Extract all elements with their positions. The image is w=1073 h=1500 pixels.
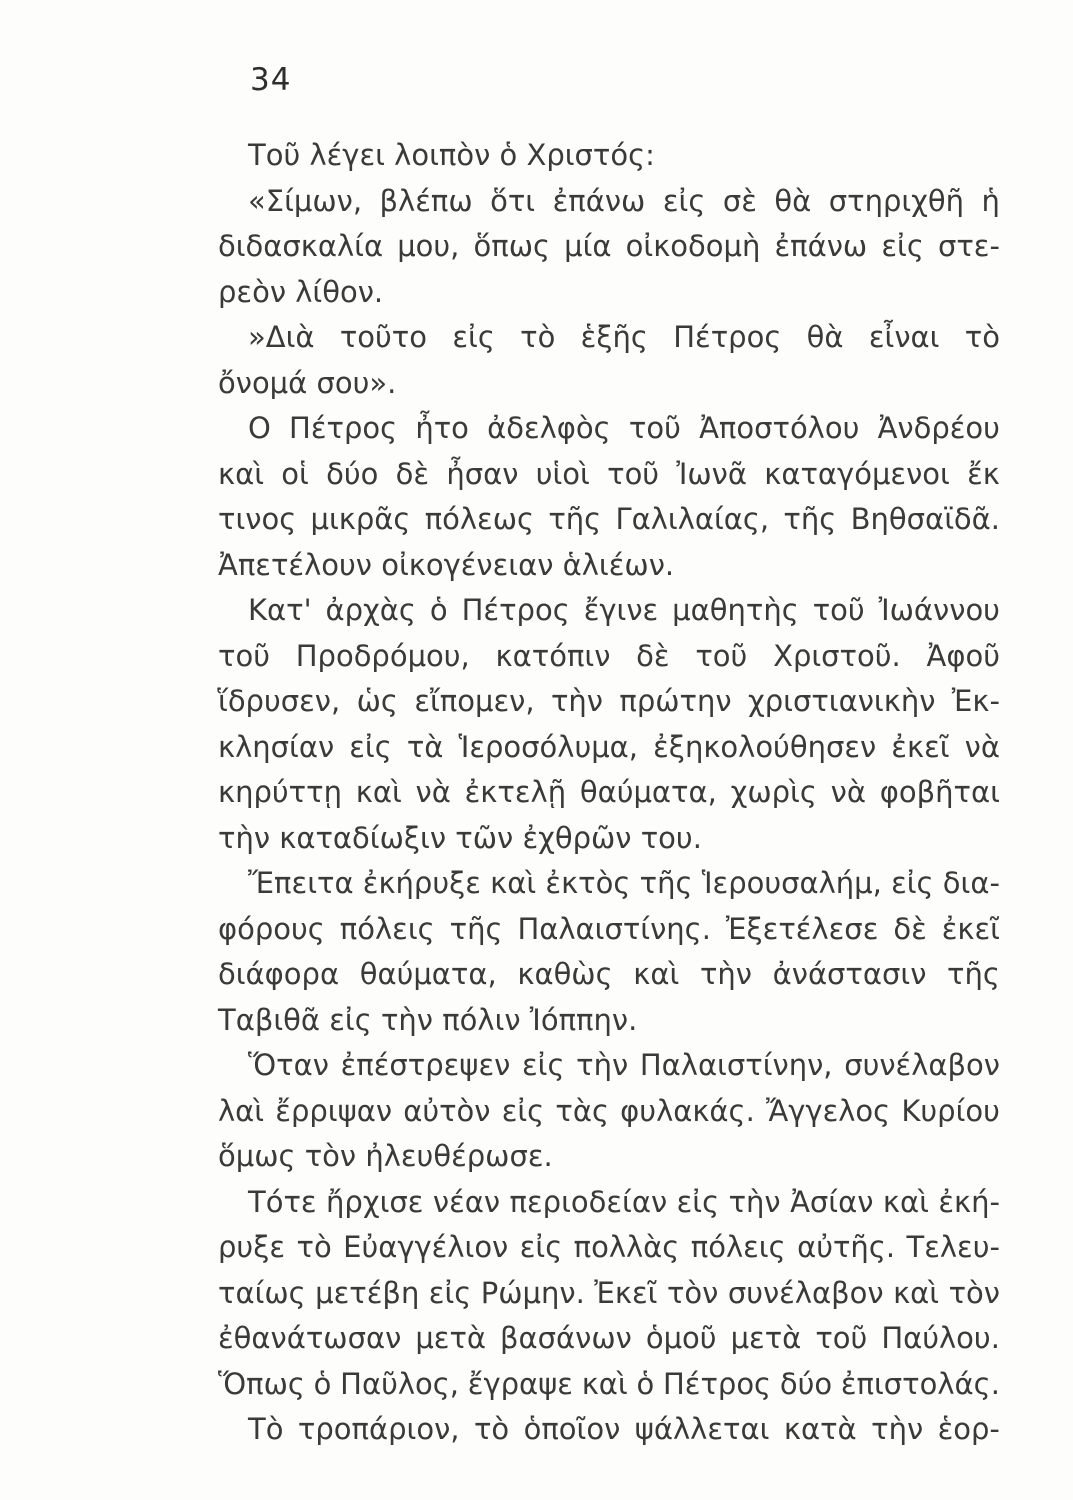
word: τροπάριον,: [297, 1412, 460, 1446]
word: βλέπω: [379, 183, 473, 218]
word: ἐπάνω: [774, 229, 868, 263]
word: τινος: [218, 502, 297, 536]
word: τὴν: [576, 1048, 629, 1082]
text-line: [218, 1089, 1000, 1135]
text-line: [218, 770, 1000, 816]
word: ὁ: [636, 1366, 655, 1401]
word: αὐτὸν: [403, 1093, 491, 1128]
word: Παῦλος,: [340, 1366, 460, 1401]
line-text: ὄνομά σου».: [218, 365, 397, 400]
word: Εὐαγγέλιον: [343, 1230, 509, 1264]
word: θὰ: [806, 320, 844, 354]
line-text: τὴν καταδίωξιν τῶν ἐχθρῶν του.: [218, 820, 702, 855]
word: μετὰ: [415, 1321, 487, 1355]
line-text: ρεὸν λίθον.: [218, 274, 384, 309]
word: τὸ: [296, 1230, 332, 1264]
word: Ἀνδρέου: [877, 411, 1000, 445]
text-line: [218, 452, 1000, 498]
word: ἐθανάτωσαν: [218, 1321, 402, 1355]
body-text: [218, 133, 1000, 1453]
word: ὅτι: [490, 183, 536, 218]
word: Γαλιλαίας,: [615, 502, 770, 536]
word: εἶναι: [868, 320, 940, 354]
word: Ἐκ-: [951, 684, 1000, 718]
text-line: [218, 179, 1000, 225]
word: Ὅπως: [218, 1366, 305, 1401]
word: τὴν: [728, 1184, 781, 1219]
word: Παύλου.: [881, 1321, 1000, 1355]
word: Παλαιστίνην,: [639, 1048, 833, 1082]
word: Πέτρος: [662, 1366, 772, 1401]
word: Ἱερουσαλήμ,: [701, 866, 882, 900]
word: Ρώμην.: [480, 1275, 585, 1310]
word: τὸν: [948, 1275, 1000, 1310]
word: δύο: [779, 1366, 833, 1401]
word: Ὅταν: [248, 1048, 329, 1082]
word: τὴν: [871, 1412, 924, 1446]
word: καὶ: [581, 1366, 628, 1401]
word: Ἐκεῖ: [594, 1275, 658, 1310]
word: ἔγραψε: [467, 1366, 573, 1401]
word: ὁ: [429, 593, 448, 627]
text-line: [218, 315, 1000, 361]
text-line: [218, 1180, 1000, 1226]
word: Πέτρος: [461, 593, 570, 627]
word: τοῦ: [218, 638, 270, 673]
word: υἱοὶ: [535, 456, 590, 491]
word: ρυξε: [218, 1230, 286, 1264]
word: τῆς: [783, 502, 837, 536]
word: νὰ: [964, 729, 1000, 764]
text-line: [218, 725, 1000, 771]
word: ἀνάστασιν: [772, 957, 927, 991]
word: τοῦ: [812, 593, 865, 627]
word: ὡς: [356, 684, 398, 718]
word: ἐκή-: [938, 1184, 1000, 1219]
word: τὰς: [555, 1093, 609, 1128]
word: θαύματα,: [579, 775, 717, 809]
text-line: [218, 907, 1000, 953]
text-line: [218, 224, 1000, 270]
word: ὁμοῦ: [645, 1321, 717, 1355]
word: δὲ: [636, 638, 670, 673]
word: Ἔπειτα: [248, 866, 354, 900]
word: ἀδελφὸς: [487, 411, 611, 445]
text-line: [218, 634, 1000, 680]
word: εἰς: [452, 320, 495, 354]
word: Ἰωνᾶ: [676, 456, 747, 491]
word: πρώτην: [619, 684, 732, 718]
word: ἔγινε: [583, 593, 659, 627]
word: εἰς: [662, 183, 706, 218]
word: τῆς: [548, 502, 602, 536]
word: τοῦ: [815, 1321, 868, 1355]
word: κατὰ: [783, 1412, 857, 1446]
word: Ἀποστόλου: [699, 411, 860, 445]
word: ἐκεῖ: [891, 729, 950, 764]
word: Χριστοῦ.: [773, 638, 901, 673]
word: ἑορ-: [937, 1412, 1000, 1446]
word: κατόπιν: [495, 638, 611, 673]
word: ἐπάνω: [552, 183, 646, 218]
word: ἡ: [981, 183, 1000, 218]
word: τὸ: [964, 320, 1000, 354]
word: διδασκαλία: [218, 229, 384, 263]
word: εἰς: [881, 229, 924, 263]
word: μετέβη: [315, 1275, 420, 1310]
text-line: [218, 133, 1000, 179]
word: δὲ: [893, 911, 927, 946]
word: δύο: [326, 456, 379, 491]
word: καὶ: [218, 456, 265, 491]
text-line: [218, 861, 1000, 907]
word: χριστιανικὴν: [747, 684, 936, 718]
word: τὴν: [550, 684, 603, 718]
word: θὰ: [774, 183, 812, 218]
word: Ἀσίαν: [790, 1184, 874, 1219]
word: ἵδρυσεν,: [218, 684, 341, 718]
word: εἰς: [521, 1048, 565, 1082]
word: Ἱεροσόλυμα,: [458, 729, 639, 764]
word: ἔρριψαν: [275, 1093, 393, 1128]
word: τοῦ: [695, 638, 748, 673]
word: βασάνων: [500, 1321, 632, 1355]
word: ἦτο: [415, 411, 469, 445]
word: Τότε: [248, 1184, 317, 1219]
word: »Διὰ: [248, 320, 315, 354]
word: τὴν: [699, 957, 752, 991]
text-line: [218, 1316, 1000, 1362]
word: φόρους: [218, 911, 325, 946]
word: Ἰωάννου: [878, 593, 1000, 627]
word: εἰς: [501, 1093, 545, 1128]
word: ἑξῆς: [580, 320, 648, 354]
word: εἴπομεν,: [414, 684, 535, 718]
word: Πέτρος: [673, 320, 782, 354]
word: φοβῆται: [879, 775, 1000, 809]
word: τῆς: [449, 911, 503, 946]
text-line: [218, 1271, 1000, 1317]
word: Κατ': [248, 593, 312, 627]
word: διάφορα: [218, 957, 340, 991]
text-line: [218, 679, 1000, 725]
word: τὰ: [406, 729, 444, 764]
word: σὲ: [722, 183, 757, 218]
word: τὸ: [473, 1412, 510, 1446]
text-line: [218, 543, 1000, 589]
word: οἱ: [281, 456, 309, 491]
word: ἐπέστρεψεν: [340, 1048, 511, 1082]
word: ψάλλεται: [634, 1412, 770, 1446]
word: Βηθσαϊδᾶ.: [850, 502, 1000, 536]
text-line: [218, 497, 1000, 543]
word: ἤρχισε: [326, 1184, 424, 1219]
page-number: 34: [250, 62, 292, 98]
text-line: [218, 998, 1000, 1044]
text-line: [218, 406, 1000, 452]
word: τὸν: [666, 1275, 719, 1310]
text-line: [218, 270, 1000, 316]
word: ἐκτὸς: [545, 866, 631, 900]
text-line: [218, 1134, 1000, 1180]
word: ἐκεῖ: [941, 911, 1000, 946]
word: ἐπιστολάς.: [840, 1366, 1000, 1401]
word: ταίως: [218, 1275, 306, 1310]
word: Προδρόμου,: [295, 638, 470, 673]
line-text: Ταβιθᾶ εἰς τὴν πόλιν Ἰόππην.: [218, 1002, 638, 1037]
word: καταγόμενοι: [764, 456, 950, 491]
word: αὐτῆς.: [797, 1230, 896, 1264]
line-text: Ἀπετέλουν οἰκογένειαν ἁλιέων.: [218, 547, 675, 582]
line-text: ὅμως τὸν ἠλευθέρωσε.: [218, 1139, 553, 1173]
text-line: [218, 952, 1000, 998]
word: θαύματα,: [359, 957, 497, 991]
word: εἰς: [519, 1230, 563, 1264]
word: εἰς: [349, 729, 392, 764]
word: περιοδείαν: [509, 1184, 668, 1219]
word: τῆς: [947, 957, 1000, 991]
word: στε-: [937, 229, 1000, 263]
word: ἐξηκολούθησεν: [653, 729, 877, 764]
word: καὶ: [633, 957, 680, 991]
word: νέαν: [432, 1184, 501, 1219]
word: «Σίμων,: [248, 183, 363, 218]
word: Τὸ: [248, 1412, 284, 1446]
word: εἰς: [428, 1275, 472, 1310]
word: Ἀφοῦ: [926, 638, 1000, 673]
word: καὶ: [893, 1275, 940, 1310]
word: Πέτρος: [289, 411, 398, 445]
word: εἰς: [676, 1184, 720, 1219]
text-line: [218, 1043, 1000, 1089]
text-line: [218, 361, 1000, 407]
text-line: [218, 816, 1000, 862]
word: ὁποῖον: [523, 1412, 621, 1446]
text-line: [218, 1225, 1000, 1271]
word: τὸ: [520, 320, 556, 354]
word: χωρὶς: [730, 775, 817, 809]
word: τῆς: [639, 866, 693, 900]
word: ὁ: [313, 1366, 332, 1401]
word: πόλεις: [690, 1230, 786, 1264]
word: εἰς: [891, 866, 934, 900]
word: μία: [564, 229, 612, 263]
word: κλησίαν: [218, 729, 335, 764]
word: πόλεως: [424, 502, 535, 536]
word: Κυρίου: [901, 1093, 1000, 1128]
text-line: [218, 588, 1000, 634]
word: νὰ: [830, 775, 866, 809]
word: συνέλαβον: [844, 1048, 1000, 1082]
word: μαθητὴς: [672, 593, 799, 627]
word: δια-: [942, 866, 1000, 900]
word: φυλακάς.: [620, 1093, 755, 1128]
word: καὶ: [355, 775, 402, 809]
word: καὶ: [490, 866, 537, 900]
word: ἔκ: [967, 456, 1000, 491]
word: τοῦ: [628, 411, 681, 445]
word: Παλαιστίνης.: [517, 911, 711, 946]
word: νὰ: [415, 775, 451, 809]
word: ἦσαν: [446, 456, 519, 491]
word: δὲ: [395, 456, 430, 491]
word: συνέλαβον: [727, 1275, 884, 1310]
word: μικρᾶς: [310, 502, 411, 536]
word: οἰκοδομὴ: [625, 229, 761, 263]
word: Ἄγγελος: [765, 1093, 891, 1128]
word: τοῦτο: [339, 320, 428, 354]
text-line: [218, 1407, 1000, 1453]
word: Τελευ-: [906, 1230, 1000, 1264]
word: λαὶ: [218, 1093, 265, 1128]
word: Ο: [248, 411, 271, 445]
word: στηριχθῆ: [828, 183, 965, 218]
word: κηρύττῃ: [218, 775, 342, 809]
text-line: [218, 1362, 1000, 1408]
word: πολλὰς: [573, 1230, 680, 1264]
word: Ἐξετέλεσε: [725, 911, 879, 946]
word: μου,: [397, 229, 460, 263]
line-text: Τοῦ λέγει λοιπὸν ὁ Χριστός:: [248, 138, 655, 172]
word: ὅπως: [473, 229, 551, 263]
word: ἀρχὰς: [325, 593, 416, 627]
word: ἐκτελῇ: [464, 775, 567, 809]
word: πόλεις: [339, 911, 435, 946]
word: καὶ: [882, 1184, 929, 1219]
word: καθὼς: [517, 957, 613, 991]
word: τοῦ: [607, 456, 660, 491]
word: μετὰ: [730, 1321, 802, 1355]
word: ἐκήρυξε: [362, 866, 481, 900]
